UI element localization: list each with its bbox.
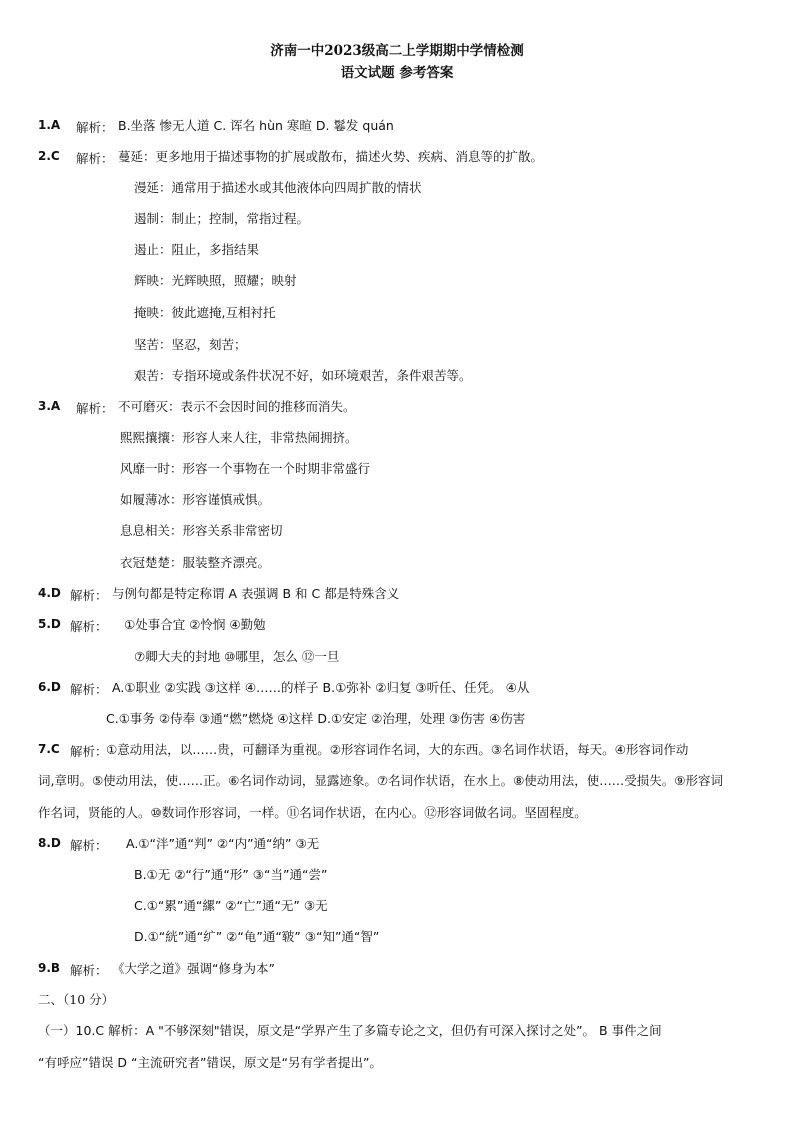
analysis-line: （一）10.C 解析：A "不够深刻"错误，原文是“学界产生了多篇专论之文，但仍有可深入探讨之处”。 B 事件之间 [38,1023,662,1038]
analysis-line: C.①“累”通“縲” ②“亡”通“无” ③无 [134,898,328,913]
analysis-line: 息息相关：形容关系非常密切 [120,523,283,538]
analysis-line: 不可磨灭：表示不会因时间的推移而消失。 [118,399,356,414]
analysis-line: ①意动用法，以……贵，可翻译为重视。②形容词作名词，大的东西。③名词作状语，每天。④形容词作动 [106,742,689,757]
analysis-line: 遏止：阻止，多指结果 [134,242,260,257]
analysis-line: 作名词，贤能的人。⑩数词作形容词，一样。⑪名词作状语，在内心。⑫形容词做名词。坚固程度。 [38,805,587,820]
analysis-line: 蔓延：更多地用于描述事物的扩展或散布，描述火势、疾病、消息等的扩散。 [118,149,544,164]
analysis-line: A.①职业 ②实践 ③这样 ④……的样子 B.①弥补 ②归复 ③听任、任凭。 ④从 [112,680,530,695]
analysis-label: 解析： [70,838,108,853]
analysis-line: 漫延：通常用于描述水或其他液体向四周扩散的情状 [134,180,422,195]
answer-number: 1.A [38,118,61,132]
answer-number: 3.A [38,399,61,413]
analysis-line: 艰苦：专指环境或条件状况不好，如环境艰苦，条件艰苦等。 [134,368,472,383]
analysis-label: 解析： [76,151,114,166]
analysis-line: B.坐落 惨无人道 C. 诨名 hùn 寒暄 D. 鬈发 quán [118,118,394,133]
answer-number: 4.D [38,586,61,600]
answer-number: 2.C [38,149,60,163]
analysis-line: 坚苦：坚忍，刻苦； [134,337,247,352]
analysis-line: “有呼应”错误 D “主流研究者”错误，原文是“另有学者提出”。 [38,1055,382,1070]
analysis-line: ⑦卿大夫的封地 ⑩哪里，怎么 ⑫一旦 [134,649,340,664]
analysis-line: 如履薄冰：形容谨慎戒惧。 [120,492,271,507]
analysis-label: 解析： [70,682,108,697]
analysis-line: 掩映：彼此遮掩,互相衬托 [134,305,276,320]
analysis-label: 解析： [70,963,108,978]
analysis-label: 解析： [76,120,114,135]
analysis-line: 熙熙攘攘：形容人来人往，非常热闹拥挤。 [120,430,358,445]
analysis-line: ①处事合宜 ②怜悯 ④勤勉 [124,617,266,632]
analysis-line: C.①事务 ②侍奉 ③通“燃”燃烧 ④这样 D.①安定 ②治理，处理 ③伤害 ④伤害 [106,711,526,726]
section-heading: 二、（10 分） [38,992,115,1007]
answer-number: 5.D [38,617,61,631]
analysis-line: 衣冠楚楚：服装整齐漂亮。 [120,555,271,570]
analysis-line: 《大学之道》强调“修身为本” [112,961,275,976]
analysis-line: 词,章明。⑤使动用法，使……正。⑥名词作动词，显露迹象。⑦名词作状语，在水上。⑧使动用法，使……受损失。⑨形容词 [38,773,724,788]
answer-number: 9.B [38,961,61,975]
analysis-line: 辉映：光辉映照，照耀；映射 [134,273,297,288]
analysis-line: 风靡一时：形容一个事物在一个时期非常盛行 [120,461,371,476]
document-title: 济南一中2023级高二上学期期中学情检测 [270,43,524,59]
analysis-line: B.①无 ②“行”通“形” ③“当”通“尝” [134,867,328,882]
analysis-label: 解析： [70,588,108,603]
analysis-line: 遏制：制止；控制，常指过程。 [134,211,310,226]
analysis-label: 解析： [76,401,114,416]
answer-number: 6.D [38,680,61,694]
analysis-line: 与例句都是特定称谓 A 表强调 B 和 C 都是特殊含义 [112,586,400,601]
analysis-label: 解析： [70,744,108,759]
analysis-label: 解析： [70,619,108,634]
analysis-line: A.①“泮”通“判” ②“内”通“纳” ③无 [126,836,320,851]
analysis-line: D.①“絖”通“纩” ②“龟”通“皲” ③“知”通“智” [134,929,380,944]
answer-number: 7.C [38,742,60,756]
answer-number: 8.D [38,836,61,850]
document-subtitle: 语文试题 参考答案 [340,65,454,81]
